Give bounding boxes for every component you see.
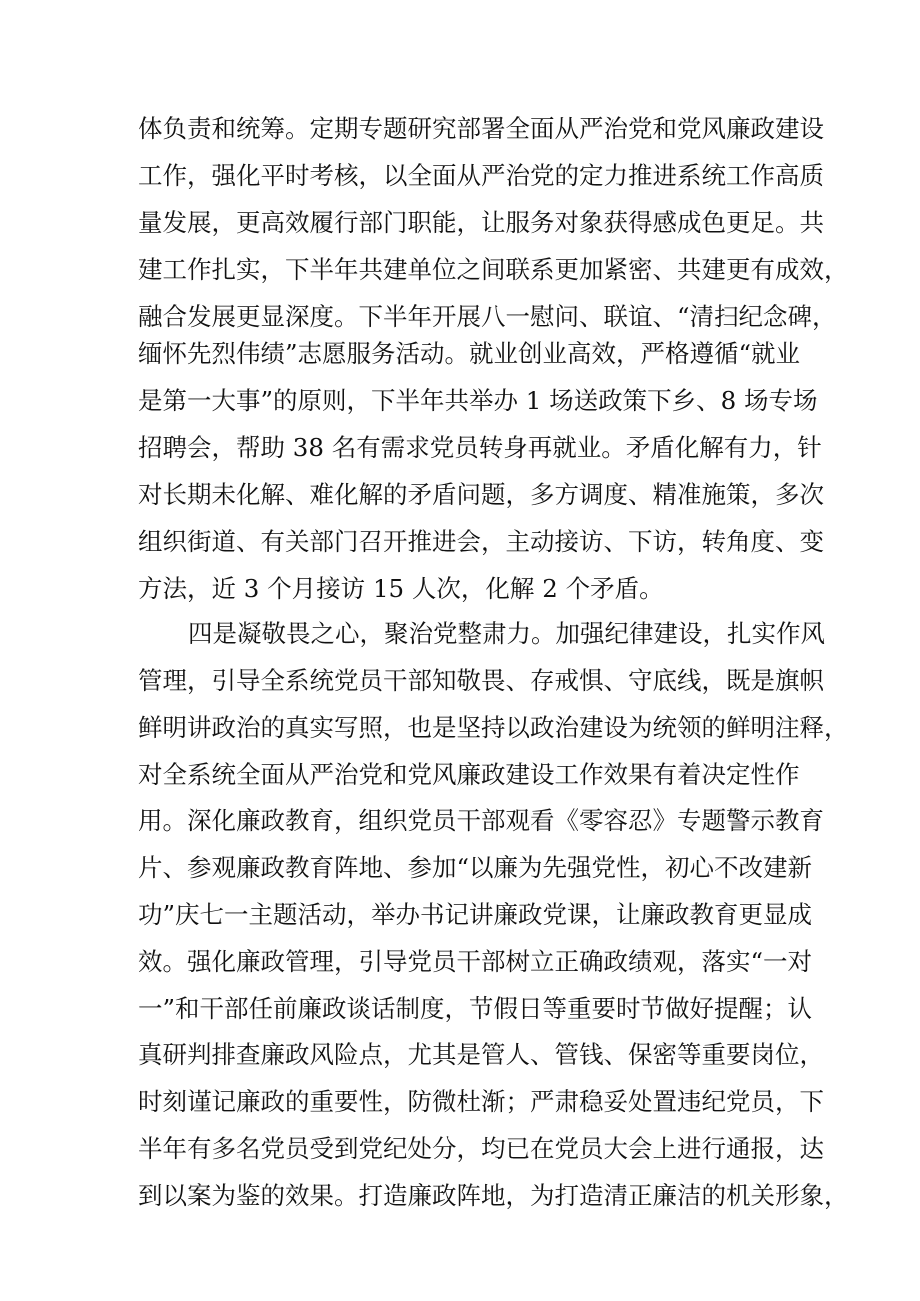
text-line-11: 方法，近 3 个月接访 15 人次，化解 2 个矛盾。 <box>138 574 664 603</box>
text-line-2: 工作，强化平时考核，以全面从严治党的定力推进系统工作高质 <box>138 161 824 190</box>
text-line-12: 四是凝敬畏之心，聚治党整肃力。加强纪律建设，扎实作风 <box>188 619 825 648</box>
text-line-15: 对全系统全面从严治党和党风廉政建设工作效果有着决定性作 <box>138 760 800 789</box>
text-line-24: 到以案为鉴的效果。打造廉政阵地，为打造清正廉洁的机关形象， <box>138 1181 849 1210</box>
text-line-23: 半年有多名党员受到党纪处分，均已在党员大会上进行通报，达 <box>138 1134 824 1163</box>
text-line-3: 量发展，更高效履行部门职能，让服务对象获得感成色更足。共 <box>138 208 824 237</box>
text-line-4: 建工作扎实，下半年共建单位之间联系更加紧密、共建更有成效， <box>138 255 849 284</box>
text-line-22: 时刻谨记廉政的重要性，防微杜渐；严肃稳妥处置违纪党员，下 <box>138 1087 824 1116</box>
text-line-1: 体负责和统筹。定期专题研究部署全面从严治党和党风廉政建设 <box>138 114 824 143</box>
text-line-14: 鲜明讲政治的真实写照，也是坚持以政治建设为统领的鲜明注释， <box>138 713 849 742</box>
text-line-9: 对长期未化解、难化解的矛盾问题，多方调度、精准施策，多次 <box>138 480 824 509</box>
text-line-20: 一”和干部任前廉政谈话制度，节假日等重要时节做好提醒；认 <box>138 994 813 1023</box>
text-line-7: 是第一大事”的原则，下半年共举办 1 场送政策下乡、8 场专场 <box>138 386 818 415</box>
text-line-8: 招聘会，帮助 38 名有需求党员转身再就业。矛盾化解有力，针 <box>138 433 822 462</box>
text-line-10: 组织街道、有关部门召开推进会，主动接访、下访，转角度、变 <box>138 527 824 556</box>
text-line-16: 用。深化廉政教育，组织党员干部观看《零容忍》专题警示教育 <box>138 806 824 835</box>
text-line-19: 效。强化廉政管理，引导党员干部树立正确政绩观，落实“一对 <box>138 947 813 976</box>
text-line-5: 融合发展更显深度。下半年开展八一慰问、联谊、“清扫纪念碑， <box>138 302 837 331</box>
text-line-21: 真研判排查廉政风险点，尤其是管人、管钱、保密等重要岗位， <box>138 1040 824 1069</box>
text-line-6: 缅怀先烈伟绩”志愿服务活动。就业创业高效，严格遵循“就业 <box>138 339 801 368</box>
text-line-13: 管理，引导全系统党员干部知敬畏、存戒惧、守底线，既是旗帜 <box>138 666 824 695</box>
text-line-17: 片、参观廉政教育阵地、参加“以廉为先强党性，初心不改建新 <box>138 853 813 882</box>
text-line-18: 功”庆七一主题活动，举办书记讲廉政党课，让廉政教育更显成 <box>138 900 813 929</box>
